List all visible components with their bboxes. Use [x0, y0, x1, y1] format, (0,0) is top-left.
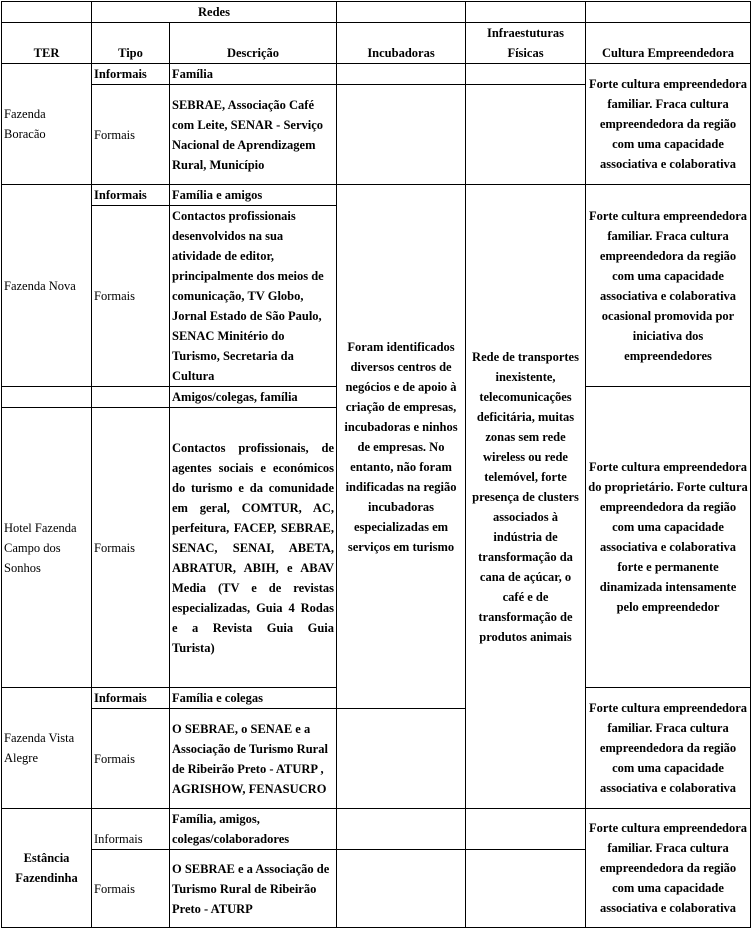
infra-empty [466, 809, 586, 850]
cultura-cell: Forte cultura empreendedora familiar. Fraca cultura empreendedora da região com uma capacidade associativa e colaborativa [586, 64, 751, 185]
tipo-formais: Formais [92, 85, 170, 185]
tipo-formais: Formais [92, 709, 170, 809]
tipo-empty [92, 387, 170, 408]
ter-name: Hotel Fazenda Campo dos Sonhos [2, 408, 92, 688]
tipo-informais: Informais [92, 185, 170, 206]
tipo-formais: Formais [92, 206, 170, 387]
incubadoras-empty [337, 85, 466, 185]
cultura-cell: Forte cultura empreendedora familiar. Fraca cultura empreendedora da região com uma capacidade associativa e colaborativa [586, 809, 751, 928]
desc-informais: Família, amigos, colegas/colaboradores [170, 809, 337, 850]
header-empty-cell [2, 2, 92, 23]
tipo-informais: Informais [92, 809, 170, 850]
ter-name: Fazenda Vista Alegre [2, 688, 92, 809]
ter-name: Fazenda Boracão [2, 64, 92, 185]
header-infraestruturas: Infraestuturas Físicas [466, 23, 586, 64]
ter-empty [2, 387, 92, 408]
incubadoras-empty [337, 709, 466, 809]
desc-formais: SEBRAE, Associação Café com Leite, SENAR - Serviço Nacional de Aprendizagem Rural, Município [170, 85, 337, 185]
incubadoras-empty [337, 850, 466, 928]
infra-empty [466, 850, 586, 928]
desc-informais: Família e colegas [170, 688, 337, 709]
header-descricao: Descrição [170, 23, 337, 64]
cultura-cell: Forte cultura empreendedora familiar. Fraca cultura empreendedora da região com uma capacidade associativa e colaborativa ocasional promovida por iniciativa dos empreendedores [586, 185, 751, 387]
tipo-informais: Informais [92, 64, 170, 85]
incubadoras-empty [337, 809, 466, 850]
infraestruturas-cell: Rede de transportes inexistente, telecomunicações deficitária, muitas zonas sem rede wireless ou rede telemóvel, forte presença de clusters associados à indústria de transformação da cana de açúcar, o café e de transformação de produtos animais [466, 185, 586, 809]
header-redes: Redes [92, 2, 337, 23]
header-empty-cell [337, 2, 466, 23]
header-tipo: Tipo [92, 23, 170, 64]
header-empty-cell [466, 2, 586, 23]
tipo-formais: Formais [92, 408, 170, 688]
cultura-cell: Forte cultura empreendedora do proprietário. Forte cultura empreendedora da região com uma capacidade associativa e colaborativa forte e permanente dinamizada intensamente pelo empreendedor [586, 387, 751, 688]
desc-informais: Família e amigos [170, 185, 337, 206]
infra-empty [466, 64, 586, 85]
tipo-informais: Informais [92, 688, 170, 709]
header-ter: TER [2, 23, 92, 64]
entrepreneurship-table [1, 1, 751, 928]
incubadoras-cell: Foram identificados diversos centros de negócios e de apoio à criação de empresas, incubadoras e ninhos de empresas. No entanto, não foram indificadas na região incubadoras especializadas em serviços em turismo [337, 185, 466, 709]
desc-formais: Contactos profissionais, de agentes sociais e económicos do turismo e da comunidade em geral, COMTUR, AC, perfeitura, FACEP, SEBRAE, SENAC, SENAI, ABETA, ABRATUR, ABIH, e ABAV Media (TV e de revistas especializadas, Guia 4 Rodas e a Revista Guia Guia Turista) [170, 408, 337, 688]
desc-informais: Amigos/colegas, família [170, 387, 337, 408]
tipo-formais: Formais [92, 850, 170, 928]
cultura-cell: Forte cultura empreendedora familiar. Fraca cultura empreendedora da região com uma capacidade associativa e colaborativa [586, 688, 751, 809]
incubadoras-empty [337, 64, 466, 85]
desc-formais: O SEBRAE e a Associação de Turismo Rural de Ribeirão Preto - ATURP [170, 850, 337, 928]
table-row [2, 809, 751, 850]
header-cultura: Cultura Empreendedora [586, 23, 751, 64]
header-incubadoras: Incubadoras [337, 23, 466, 64]
infra-empty [466, 85, 586, 185]
desc-formais: O SEBRAE, o SENAE e a Associação de Turismo Rural de Ribeirão Preto - ATURP , AGRISHOW, FENASUCRO [170, 709, 337, 809]
desc-formais: Contactos profissionais desenvolvidos na sua atividade de editor, principalmente dos meios de comunicação, TV Globo, Jornal Estado de São Paulo, SENAC Minitério do Turismo, Secretaria da Cultura [170, 206, 337, 387]
desc-informais: Família [170, 64, 337, 85]
table-row [2, 64, 751, 85]
header-empty-cell [586, 2, 751, 23]
ter-name: Estância Fazendinha [2, 809, 92, 928]
ter-name: Fazenda Nova [2, 185, 92, 387]
table-row [2, 185, 751, 206]
